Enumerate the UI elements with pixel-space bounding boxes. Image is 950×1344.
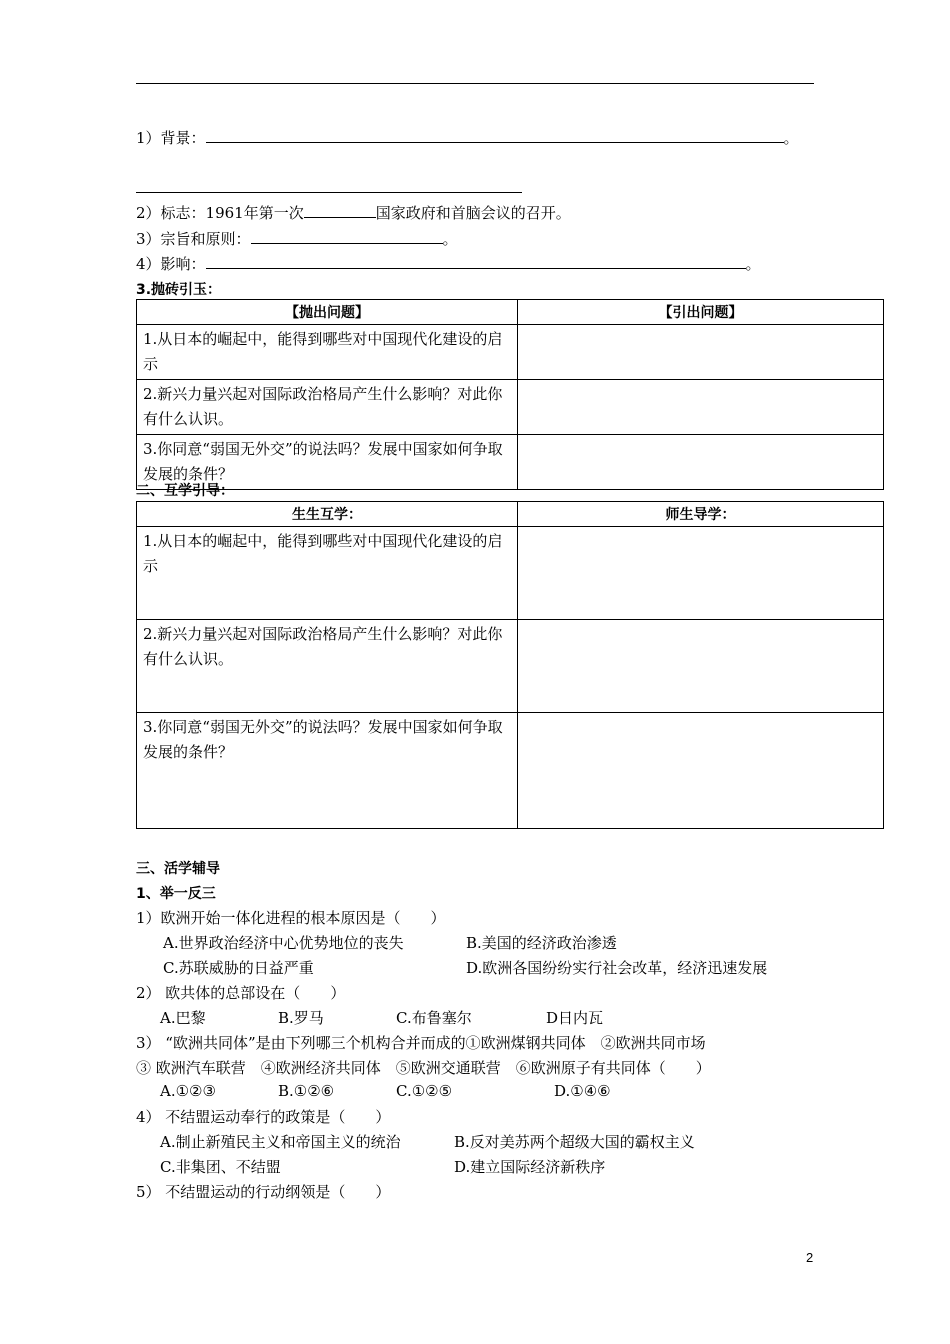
item-purpose (136, 228, 458, 249)
mutual-col-header-1: 生生互学： (137, 502, 518, 527)
question-3-line2: ③ 欧洲汽车联营 ④欧洲经济共同体 ⑤欧洲交通联营 ⑥欧洲原子有共同体（ ） (136, 1059, 711, 1077)
questions-table (136, 299, 884, 490)
item-background-end: 。 (783, 129, 799, 147)
purpose-blank[interactable] (251, 242, 443, 244)
question-text: 3.你同意“弱国无外交”的说法吗？发展中国家如何争取发展的条件？ (143, 440, 503, 483)
background-blank-line2[interactable] (136, 192, 522, 193)
item-impact (136, 253, 761, 274)
q4-option-a[interactable]: A.制止新殖民主义和帝国主义的统治 (160, 1133, 401, 1151)
item-sign-rest: 国家政府和首脑会议的召开。 (375, 204, 571, 222)
q3-option-a[interactable]: A.①②③ (160, 1082, 216, 1100)
background-blank[interactable] (206, 141, 784, 143)
question-3-line1: 3） “欧洲共同体”是由下列哪三个机构合并而成的①欧洲煤钢共同体 ②欧洲共同市场 (136, 1034, 706, 1052)
item-impact-end: 。 (745, 255, 761, 273)
question-text: 2.新兴力量兴起对国际政治格局产生什么影响？对此你有什么认识。 (143, 385, 503, 428)
item-background (136, 127, 799, 148)
item-sign-label: 2）标志：1961年第一次 (136, 204, 304, 222)
impact-blank[interactable] (206, 267, 746, 269)
question-text: 1.从日本的崛起中，能得到哪些对中国现代化建设的启示 (143, 532, 503, 575)
table-row (137, 380, 884, 435)
q2-option-b[interactable]: B.罗马 (278, 1009, 324, 1027)
question-4: 4） 不结盟运动奉行的政策是（ ） (136, 1108, 391, 1126)
header-rule (136, 83, 814, 84)
answer-cell[interactable] (518, 435, 884, 490)
questions-col-header-2: 【引出问题】 (518, 300, 884, 325)
sign-blank[interactable] (304, 216, 376, 218)
answer-cell[interactable] (518, 325, 884, 380)
q3-option-b[interactable]: B.①②⑥ (278, 1082, 335, 1100)
q4-option-d[interactable]: D.建立国际经济新秩序 (454, 1158, 606, 1176)
question-5: 5） 不结盟运动的行动纲领是（ ） (136, 1183, 391, 1201)
table-row (137, 620, 884, 713)
q2-option-c[interactable]: C.布鲁塞尔 (396, 1009, 472, 1027)
table-row (137, 713, 884, 829)
table-row (137, 527, 884, 620)
q4-option-b[interactable]: B.反对美苏两个超级大国的霸权主义 (454, 1133, 695, 1151)
answer-cell[interactable] (518, 527, 884, 620)
item-purpose-label: 3）宗旨和原则： (136, 230, 251, 248)
item-background-label: 1）背景： (136, 129, 206, 147)
table-row (137, 435, 884, 490)
answer-cell[interactable] (518, 380, 884, 435)
q2-option-a[interactable]: A.巴黎 (160, 1009, 206, 1027)
q2-option-d[interactable]: D日内瓦 (546, 1009, 604, 1027)
answer-cell[interactable] (518, 620, 884, 713)
practice-heading: 三、活学辅导 (136, 861, 220, 877)
item-purpose-end: 。 (442, 230, 458, 248)
question-text: 1.从日本的崛起中，能得到哪些对中国现代化建设的启示 (143, 330, 503, 373)
table-row (137, 325, 884, 380)
question-text: 3.你同意“弱国无外交”的说法吗？发展中国家如何争取发展的条件？ (143, 718, 503, 761)
item-sign (136, 202, 571, 223)
question-2: 2） 欧共体的总部设在（ ） (136, 984, 346, 1002)
q1-option-a[interactable]: A.世界政治经济中心优势地位的丧失 (163, 934, 404, 952)
q1-option-d[interactable]: D.欧洲各国纷纷实行社会改革，经济迅速发展 (466, 959, 768, 977)
mutual-heading: 二、互学引导： (136, 483, 234, 499)
q4-option-c[interactable]: C.非集团、不结盟 (160, 1158, 281, 1176)
item-impact-label: 4）影响： (136, 255, 206, 273)
mutual-table (136, 501, 884, 829)
practice-subheading: 1、举一反三 (136, 886, 216, 902)
page-number: 2 (806, 1250, 814, 1265)
question-text: 2.新兴力量兴起对国际政治格局产生什么影响？对此你有什么认识。 (143, 625, 503, 668)
q1-option-b[interactable]: B.美国的经济政治渗透 (466, 934, 617, 952)
question-1: 1）欧洲开始一体化进程的根本原因是（ ） (136, 909, 446, 927)
section3-heading: 3.抛砖引玉： (136, 282, 222, 298)
q3-option-d[interactable]: D.①④⑥ (554, 1082, 611, 1100)
q3-option-c[interactable]: C.①②⑤ (396, 1082, 453, 1100)
mutual-col-header-2: 师生导学： (518, 502, 884, 527)
questions-col-header-1: 【抛出问题】 (137, 300, 518, 325)
q1-option-c[interactable]: C.苏联威胁的日益严重 (163, 959, 314, 977)
answer-cell[interactable] (518, 713, 884, 829)
